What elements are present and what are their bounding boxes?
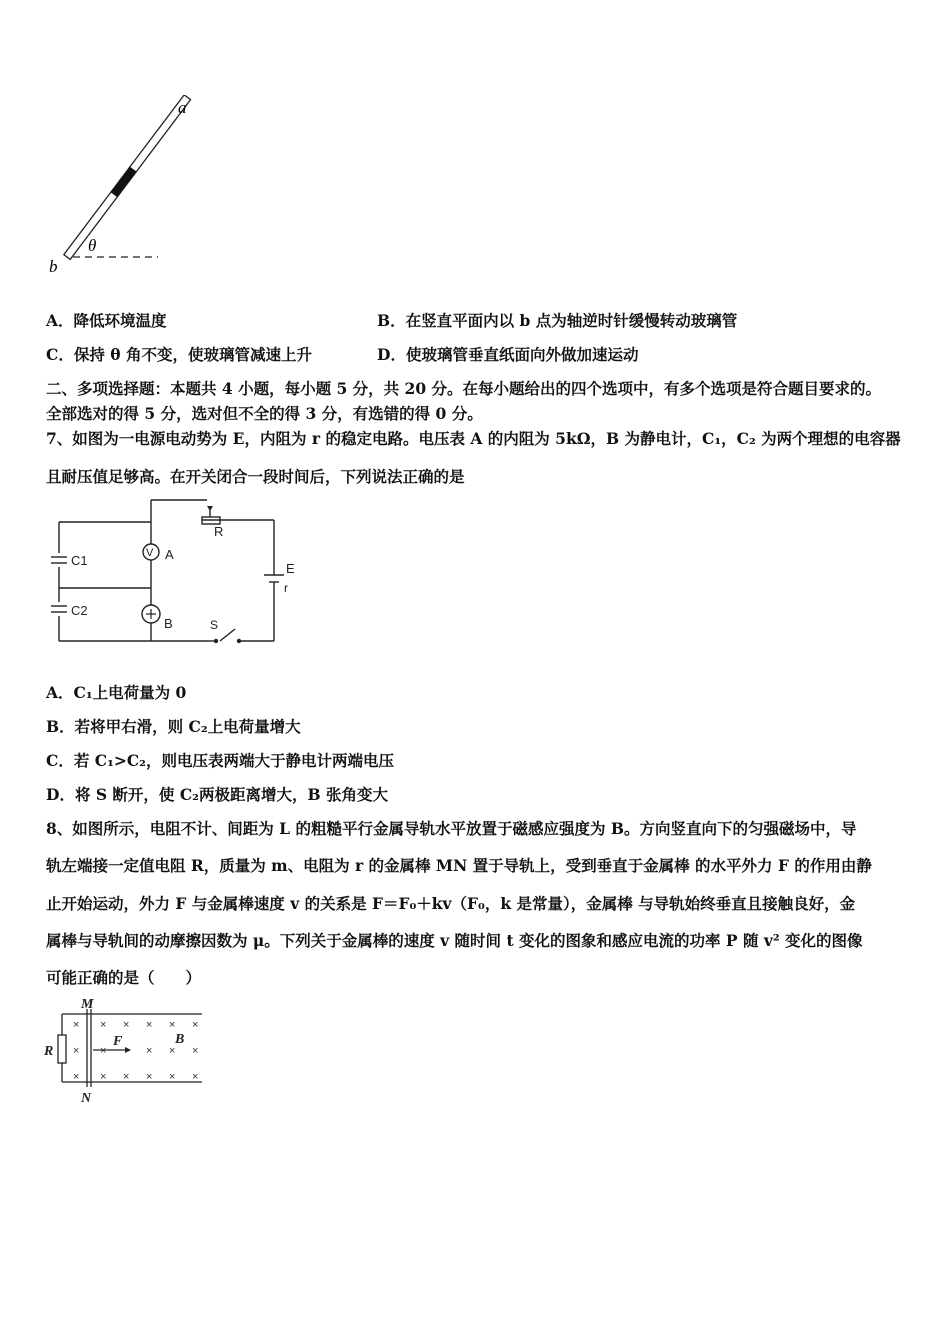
- q8-line5: 可能正确的是（ ）: [46, 968, 202, 987]
- q6-option-d: D．使玻璃管垂直纸面向外做加速运动: [377, 345, 639, 364]
- svg-text:×: ×: [192, 1045, 199, 1057]
- svg-text:×: ×: [146, 1071, 153, 1083]
- q8-line4: 属棒与导轨间的动摩擦因数为 μ。下列关于金属棒的速度 v 随时间 t 变化的图象和感应电流的功率 P 随 v² 变化的图像: [46, 931, 863, 950]
- section2-line1: 二、多项选择题：本题共 4 小题，每小题 5 分，共 20 分。在每小题给出的四个选项中，有多个选项是符合题目要求的。: [46, 379, 882, 398]
- svg-text:×: ×: [73, 1071, 80, 1083]
- label-theta: θ: [88, 236, 97, 255]
- q7-line1: 7、如图为一电源电动势为 E，内阻为 r 的稳定电路。电压表 A 的内阻为 5kΩ，B 为静电计，C₁，C₂ 为两个理想的电容器: [46, 429, 901, 448]
- label-r-resistor: R: [214, 524, 224, 539]
- svg-text:×: ×: [100, 1071, 107, 1083]
- rail-figure: [40, 995, 210, 1107]
- q8-line3: 止开始运动，外力 F 与金属棒速度 v 的关系是 F＝F₀＋kv（F₀，k 是常量），金属棒 与导轨始终垂直且接触良好，金: [46, 894, 856, 913]
- label-c1: C1: [71, 553, 88, 568]
- label-f: F: [113, 1034, 123, 1049]
- svg-text:×: ×: [169, 1045, 176, 1057]
- tube-figure: [40, 95, 220, 280]
- label-m: M: [81, 997, 94, 1012]
- svg-text:×: ×: [192, 1019, 199, 1031]
- svg-text:×: ×: [146, 1045, 153, 1057]
- svg-text:×: ×: [169, 1019, 176, 1031]
- circuit-figure: [40, 495, 310, 650]
- svg-text:×: ×: [123, 1019, 130, 1031]
- q6-option-c: C．保持 θ 角不变，使玻璃管减速上升: [46, 345, 312, 364]
- q6-option-b: B．在竖直平面内以 b 点为轴逆时针缓慢转动玻璃管: [377, 311, 738, 330]
- q6-option-a: A．降低环境温度: [46, 311, 167, 330]
- svg-text:×: ×: [73, 1045, 80, 1057]
- label-s: S: [210, 618, 219, 632]
- q7-line2: 且耐压值足够高。在开关闭合一段时间后，下列说法正确的是: [46, 467, 465, 486]
- label-e: E: [286, 561, 295, 576]
- label-b-field: B: [175, 1032, 185, 1047]
- svg-text:×: ×: [73, 1019, 80, 1031]
- label-c2: C2: [71, 603, 88, 618]
- label-r: R: [44, 1044, 54, 1059]
- label-b-meter: B: [164, 616, 173, 631]
- q7-option-c: C．若 C₁>C₂，则电压表两端大于静电计两端电压: [46, 751, 394, 770]
- label-r-internal: r: [284, 581, 288, 595]
- svg-text:×: ×: [192, 1071, 199, 1083]
- svg-text:×: ×: [146, 1019, 153, 1031]
- q7-option-a: A．C₁上电荷量为 0: [46, 683, 187, 702]
- label-a: a: [178, 98, 187, 117]
- svg-text:×: ×: [100, 1019, 107, 1031]
- label-b: b: [49, 257, 58, 276]
- label-v: V: [146, 547, 154, 559]
- q8-line1: 8、如图所示，电阻不计、间距为 L 的粗糙平行金属导轨水平放置于磁感应强度为 B。方向竖直向下的匀强磁场中，导: [46, 819, 857, 838]
- label-n: N: [81, 1091, 92, 1106]
- svg-text:×: ×: [169, 1071, 176, 1083]
- label-a-meter: A: [165, 547, 174, 562]
- q8-line2: 轨左端接一定值电阻 R，质量为 m、电阻为 r 的金属棒 MN 置于导轨上，受到垂直于金属棒 的水平外力 F 的作用由静: [46, 856, 872, 875]
- svg-text:×: ×: [123, 1071, 130, 1083]
- q7-option-b: B．若将甲右滑，则 C₂上电荷量增大: [46, 717, 301, 736]
- section2-line2: 全部选对的得 5 分，选对但不全的得 3 分，有选错的得 0 分。: [46, 404, 483, 423]
- svg-text:×: ×: [100, 1045, 107, 1057]
- q7-option-d: D．将 S 断开，使 C₂两极距离增大，B 张角变大: [46, 785, 388, 804]
